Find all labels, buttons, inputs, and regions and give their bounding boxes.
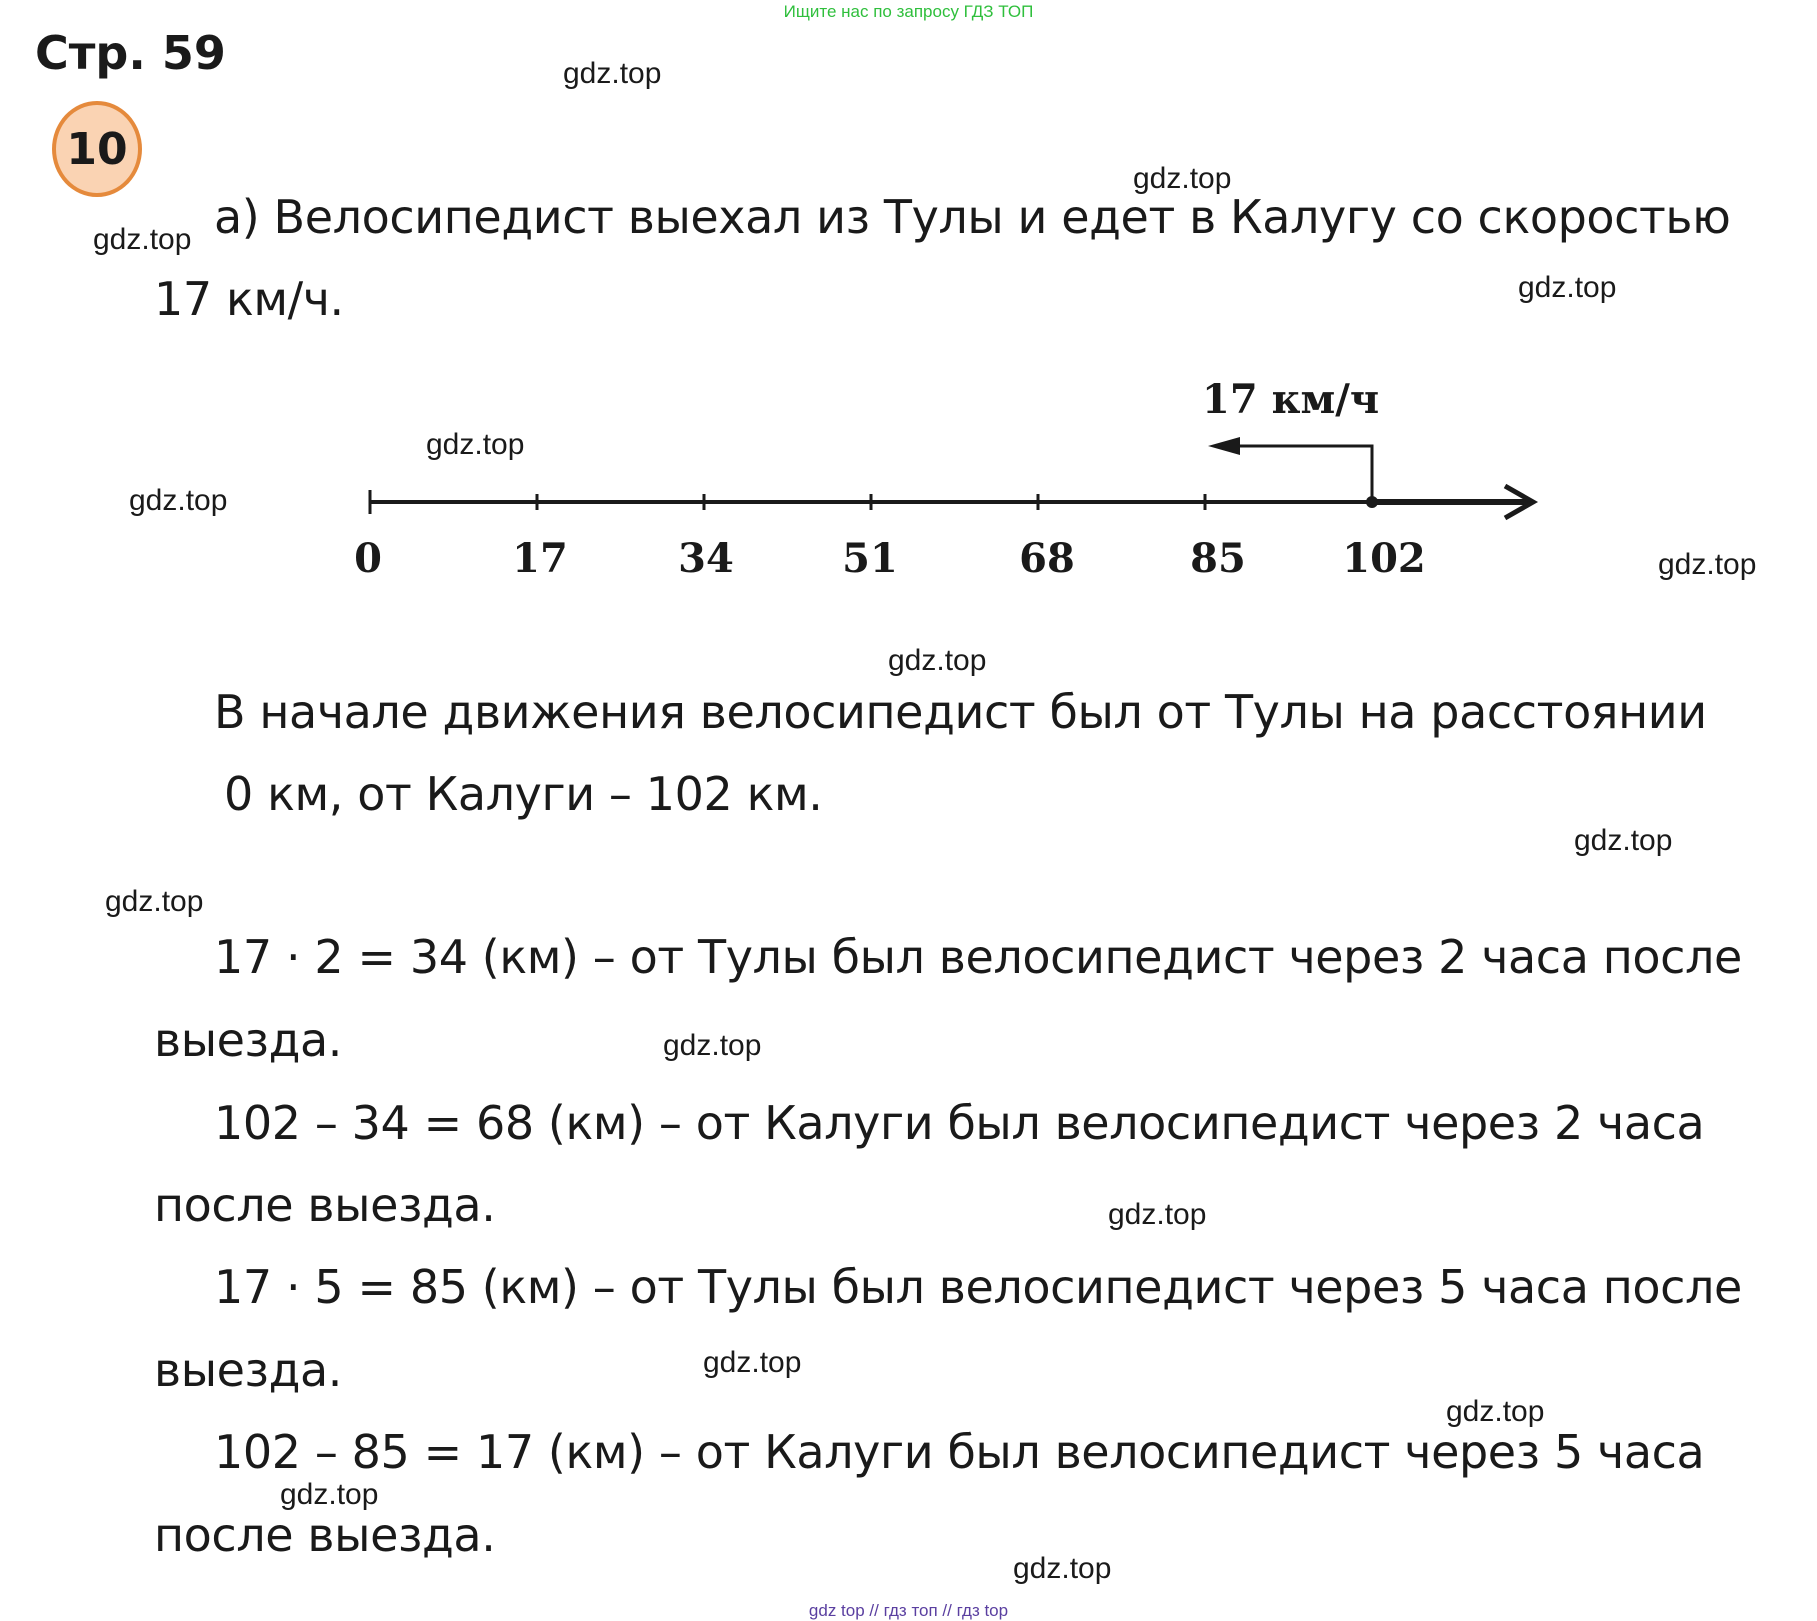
solution-line-7: 17 · 5 = 85 (км) – от Тулы был велосипедист через 5 часа после (214, 1260, 1742, 1314)
problem-line-2: 17 км/ч. (154, 272, 344, 326)
problem-line-1: а) Велосипедист выехал из Тулы и едет в Калугу со скоростью (214, 190, 1731, 244)
solution-line-4: выезда. (154, 1013, 343, 1067)
watermark: gdz.top (663, 1029, 762, 1062)
watermark: gdz.top (129, 484, 228, 517)
tick-label-34: 34 (678, 535, 734, 582)
watermark: gdz.top (703, 1346, 802, 1379)
tick-label-102: 102 (1342, 535, 1426, 582)
watermark: gdz.top (1133, 162, 1232, 195)
task-number: 10 (66, 123, 128, 175)
watermark: gdz.top (1013, 1552, 1112, 1585)
solution-line-3: 17 · 2 = 34 (км) – от Тулы был велосипедист через 2 часа после (214, 930, 1742, 984)
solution-line-1: В начале движения велосипедист был от Тулы на расстоянии (214, 685, 1707, 739)
watermark: gdz.top (1446, 1395, 1545, 1428)
tick-label-68: 68 (1019, 535, 1075, 582)
tick-label-85: 85 (1190, 535, 1246, 582)
watermark: gdz.top (1108, 1198, 1207, 1231)
solution-line-6: после выезда. (154, 1178, 496, 1232)
watermark: gdz.top (93, 223, 192, 256)
top-banner-link[interactable]: Ищите нас по запросу ГДЗ ТОП (783, 2, 1034, 21)
solution-line-9: 102 – 85 = 17 (км) – от Калуги был велосипедист через 5 часа (214, 1425, 1705, 1479)
solution-line-5: 102 – 34 = 68 (км) – от Калуги был велосипедист через 2 часа (214, 1096, 1705, 1150)
watermark: gdz.top (563, 57, 662, 90)
tick-label-51: 51 (842, 535, 898, 582)
page-title: Стр. 59 (35, 26, 226, 80)
tick-label-17: 17 (512, 535, 568, 582)
watermark: gdz.top (888, 644, 987, 677)
watermark: gdz.top (105, 885, 204, 918)
watermark: gdz.top (426, 428, 525, 461)
watermark: gdz.top (1518, 271, 1617, 304)
tick-label-0: 0 (354, 535, 382, 582)
solution-line-8: выезда. (154, 1343, 343, 1397)
watermark: gdz.top (1658, 548, 1757, 581)
footer-links[interactable]: gdz top // гдз топ // гдз top (808, 1601, 1009, 1620)
speed-label: 17 км/ч (1202, 376, 1380, 423)
solution-line-2: 0 км, от Калуги – 102 км. (224, 767, 823, 821)
watermark: gdz.top (280, 1478, 379, 1511)
speed-arrow (1218, 446, 1372, 502)
watermark: gdz.top (1574, 824, 1673, 857)
solution-line-10: после выезда. (154, 1508, 496, 1562)
speed-arrowhead (1208, 437, 1240, 455)
